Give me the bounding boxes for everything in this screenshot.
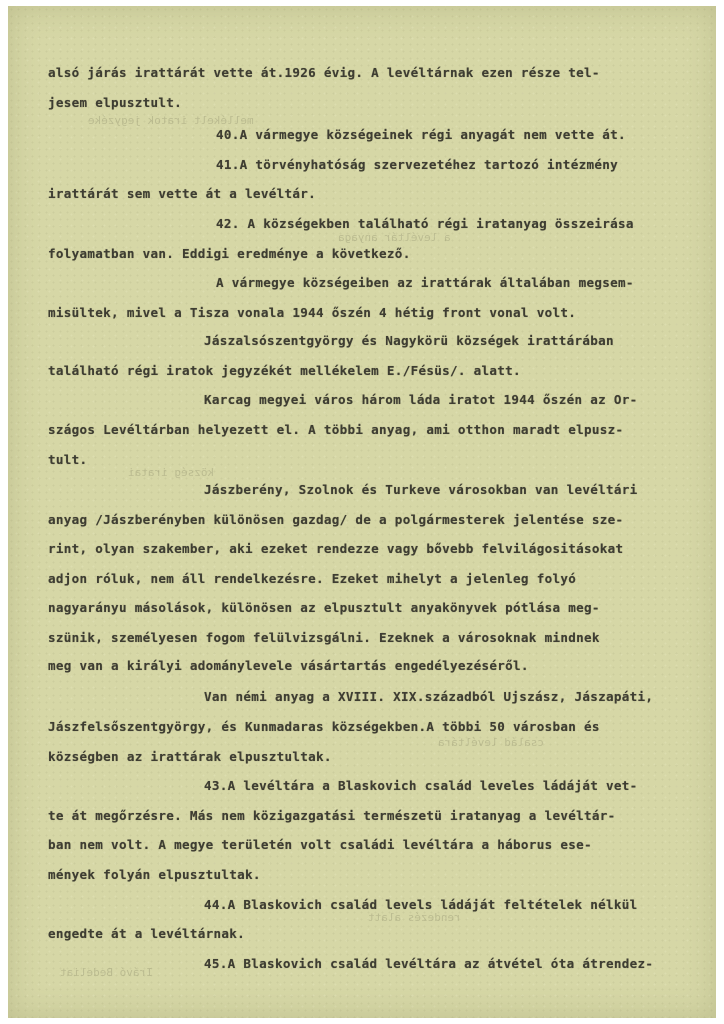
bleed-through-text: mellékelt iratok jegyzéke <box>88 114 254 127</box>
text-line: 41.A törvényhatóság szervezetéhez tartozó intézmény <box>216 157 618 172</box>
text-line: engedte át a levéltárnak. <box>48 926 246 941</box>
typewritten-page <box>8 6 716 1018</box>
text-line: adjon róluk, nem áll rendelkezésre. Ezeket mihelyt a jelenleg folyó <box>48 571 577 586</box>
bleed-through-text: rendezés alatt <box>368 911 461 924</box>
bleed-through-text: község iratai <box>128 466 215 479</box>
text-line: meg van a királyi adománylevele vásártartás engedélyezéséről. <box>48 658 529 673</box>
text-line: jesem elpusztult. <box>48 95 182 110</box>
text-line: Jászalsószentgyörgy és Nagykörü községek irattárában <box>204 333 614 348</box>
bleed-through-text: a levéltár anyaga <box>338 231 451 244</box>
text-line: A vármegye községeiben az irattárak általában megsem- <box>216 275 634 290</box>
text-line: te át megőrzésre. Más nem közigazgatási természetü iratanyag a levéltár- <box>48 808 616 823</box>
text-line: folyamatban van. Eddigi eredménye a következő. <box>48 246 411 261</box>
text-line: nagyarányu másolások, különösen az elpusztult anyakönyvek pótlása meg- <box>48 600 600 615</box>
text-line: szágos Levéltárban helyezett el. A többi anyag, ami otthon maradt elpusz- <box>48 422 624 437</box>
bleed-through-text: család levéltára <box>438 736 544 749</box>
text-line: 44.A Blaskovich család levels ládáját feltételek nélkül <box>204 897 638 912</box>
text-line: ban nem volt. A megye területén volt családi levéltára a háborus ese- <box>48 837 592 852</box>
text-line: 43.A levéltára a Blaskovich család leveles ládáját vet- <box>204 778 638 793</box>
text-line: misültek, mivel a Tisza vonala 1944 őszén 4 hétig front vonal volt. <box>48 305 577 320</box>
text-line: 45.A Blaskovich család levéltára az átvétel óta átrendez- <box>204 956 654 971</box>
text-line: alsó járás irattárát vette át.1926 évig. A levéltárnak ezen része tel- <box>48 65 600 80</box>
text-line: rint, olyan szakember, aki ezeket rendezze vagy bővebb felvilágositásokat <box>48 541 624 556</box>
text-line: községben az irattárak elpusztultak. <box>48 749 332 764</box>
text-line: anyag /Jászberényben különösen gazdag/ de a polgármesterek jelentése sze- <box>48 512 624 527</box>
text-line: Van némi anyag a XVIII. XIX.századból Ujszász, Jászapáti, <box>204 689 654 704</box>
text-line: mények folyán elpusztultak. <box>48 867 261 882</box>
text-line: 42. A községekben található régi iratanyag összeirása <box>216 216 634 231</box>
text-line: irattárát sem vette át a levéltár. <box>48 186 316 201</box>
text-line: Karcag megyei város három láda iratot 1944 őszén az Or- <box>204 392 638 407</box>
text-line: Jászfelsőszentgyörgy, és Kunmadaras községekben.A többi 50 városban és <box>48 719 600 734</box>
text-line: szünik, személyesen fogom felülvizsgálni. Ezeknek a városoknak mindnek <box>48 630 600 645</box>
text-line: Jászberény, Szolnok és Turkeve városokban van levéltári <box>204 482 638 497</box>
text-line: tult. <box>48 452 88 467</box>
bleed-through-text: Irávó Bedeliat <box>60 966 153 979</box>
text-line: található régi iratok jegyzékét mellékelem E./Fésüs/. alatt. <box>48 363 521 378</box>
text-line: 40.A vármegye községeinek régi anyagát nem vette át. <box>216 127 626 142</box>
